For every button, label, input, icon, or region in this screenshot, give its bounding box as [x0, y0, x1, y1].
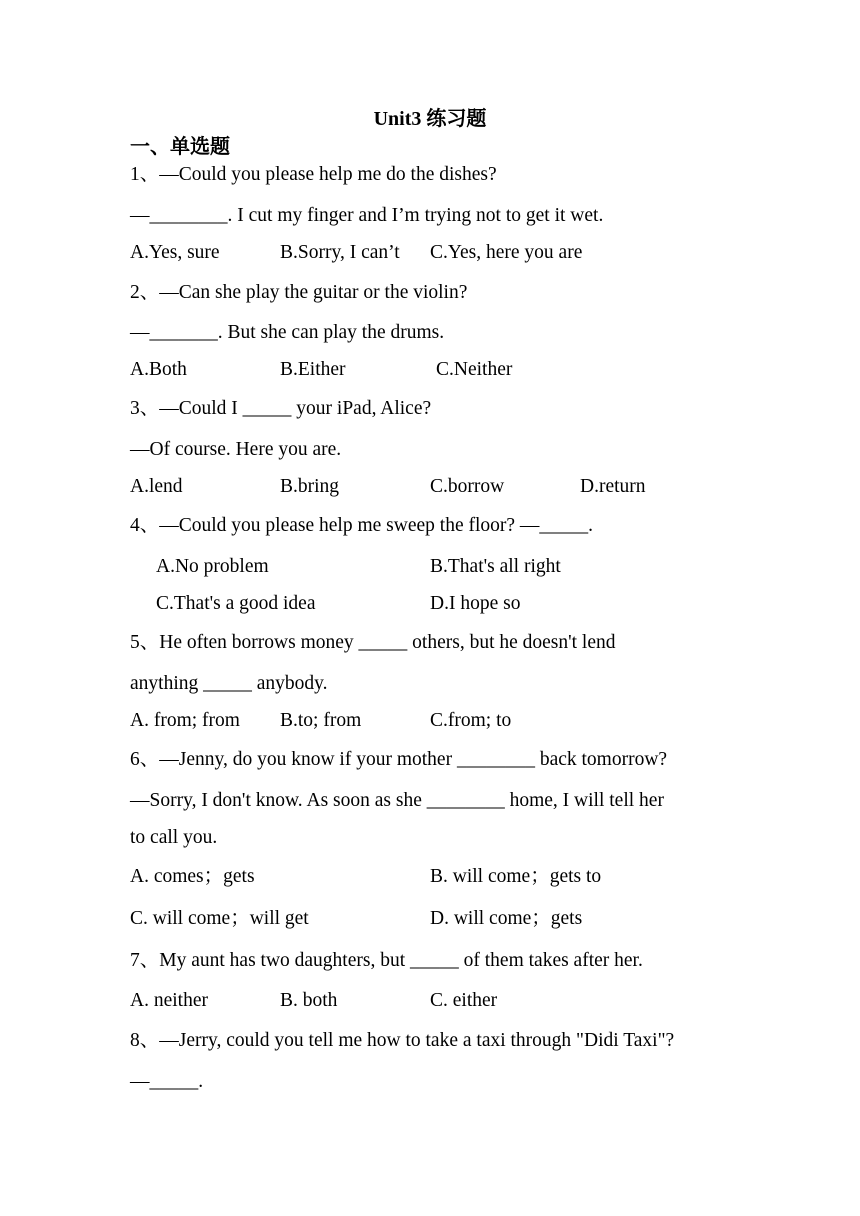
- question-2-option-c: C.Neither: [436, 359, 513, 380]
- question-7-stem: 7、My aunt has two daughters, but _____ of them takes after her.: [130, 950, 643, 971]
- question-6-response-continued: to call you.: [130, 827, 218, 848]
- question-1-stem: 1、—Could you please help me do the dishes?: [130, 164, 497, 185]
- question-6-stem: 6、—Jenny, do you know if your mother ________ back tomorrow?: [130, 749, 668, 770]
- question-2-option-a: A.Both: [130, 359, 187, 380]
- question-3-option-d: D.return: [580, 476, 646, 497]
- question-4-option-b: B.That's all right: [430, 556, 561, 577]
- question-5-option-a: A. from; from: [130, 710, 240, 731]
- question-7-option-c: C. either: [430, 990, 498, 1011]
- question-3-response: —Of course. Here you are.: [130, 439, 342, 460]
- question-5-option-c: C.from; to: [430, 710, 512, 731]
- question-8-response: —_____.: [130, 1071, 204, 1092]
- question-6-option-d: D. will come；gets: [430, 908, 583, 929]
- question-1-option-a: A.Yes, sure: [130, 242, 220, 263]
- question-6-option-a: A. comes；gets: [130, 866, 255, 887]
- question-3-option-a: A.lend: [130, 476, 183, 497]
- question-4-stem: 4、—Could you please help me sweep the floor? —_____.: [130, 515, 594, 536]
- question-6-option-b: B. will come；gets to: [430, 866, 602, 887]
- question-3-stem: 3、—Could I _____ your iPad, Alice?: [130, 398, 432, 419]
- question-4-option-d: D.I hope so: [430, 593, 521, 614]
- question-1-response: —________. I cut my finger and I’m trying not to get it wet.: [130, 205, 604, 226]
- question-2-stem: 2、—Can she play the guitar or the violin?: [130, 282, 468, 303]
- question-2-response: —_______. But she can play the drums.: [130, 322, 445, 343]
- question-5-stem: 5、He often borrows money _____ others, but he doesn't lend: [130, 632, 616, 653]
- question-3-option-c: C.borrow: [430, 476, 505, 497]
- question-7-option-a: A. neither: [130, 990, 208, 1011]
- page-title: Unit3 练习题: [373, 108, 487, 130]
- section-heading: 一、单选题: [130, 136, 230, 158]
- question-1-option-c: C.Yes, here you are: [430, 242, 583, 263]
- question-5-option-b: B.to; from: [280, 710, 362, 731]
- question-5-stem-continued: anything _____ anybody.: [130, 673, 328, 694]
- question-3-option-b: B.bring: [280, 476, 340, 497]
- question-2-option-b: B.Either: [280, 359, 346, 380]
- question-1-option-b: B.Sorry, I can’t: [280, 242, 400, 263]
- question-6-response: —Sorry, I don't know. As soon as she ________ home, I will tell her: [130, 790, 664, 811]
- question-4-option-a: A.No problem: [156, 556, 269, 577]
- question-8-stem: 8、—Jerry, could you tell me how to take a taxi through "Didi Taxi"?: [130, 1030, 675, 1051]
- question-6-option-c: C. will come；will get: [130, 908, 309, 929]
- question-4-option-c: C.That's a good idea: [156, 593, 316, 614]
- question-7-option-b: B. both: [280, 990, 338, 1011]
